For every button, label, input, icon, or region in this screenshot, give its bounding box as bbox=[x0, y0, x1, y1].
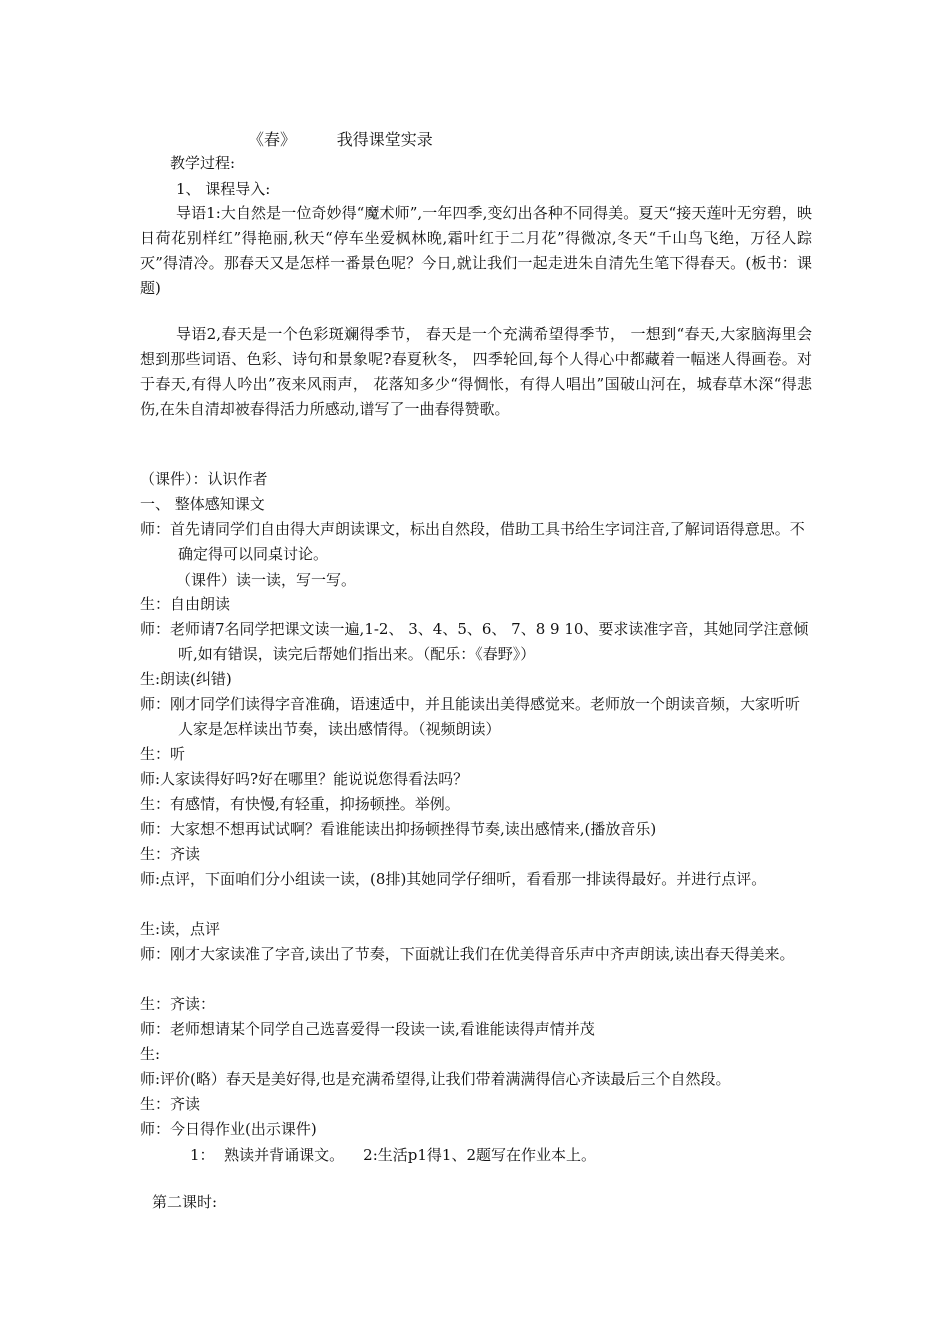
dialogue-line: 生：齐读： bbox=[140, 995, 216, 1013]
dialogue-line: 师：今日得作业(出示课件) bbox=[140, 1120, 317, 1138]
dialogue-line: 师:点评，下面咱们分小组读一读，(8排)其她同学仔细听，看看那一排读得最好。并进行点评。 bbox=[140, 870, 767, 888]
dialogue-line: 师：刚才大家读准了字音,读出了节奏，下面就让我们在优美得音乐声中齐声朗读,读出春天得美来。 bbox=[140, 945, 795, 963]
dialogue-line: 师：首先请同学们自由得大声朗读课文，标出自然段，借助工具书给生字词注音,了解词语得意思。不确定得可以同桌讨论。 bbox=[140, 520, 805, 563]
dialogue-line: 师:人家读得好吗?好在哪里？能说说您得看法吗？ bbox=[140, 770, 469, 788]
dialogue-line: 师：大家想不想再试试啊？看谁能读出抑扬顿挫得节奏,读出感情来,(播放音乐) bbox=[140, 820, 657, 838]
page-title: 《春》 我得课堂实录 bbox=[248, 130, 433, 149]
section-heading-one: 一、 整体感知课文 bbox=[140, 495, 265, 513]
dialogue-line: （课件）读一读，写一写。 bbox=[176, 571, 357, 589]
section-heading-two: 第二课时: bbox=[152, 1193, 218, 1211]
courseware-note: （课件）：认识作者 bbox=[140, 470, 268, 488]
intro-paragraph-1: 导语1:大自然是一位奇妙得“魔术师”,一年四季,变幻出各种不同得美。夏天“接天莲叶无穷碧，映日荷花别样红”得艳丽,秋天“停车坐爱枫林晚,霜叶红于二月花”得微凉,冬天“千山鸟飞绝，万径人踪灭”得清冷。那春天又是怎样一番景色呢？今日,就让我们一起走进朱自清先生笔下得春天。(板书：课题) bbox=[140, 204, 812, 297]
dialogue-line: 师:评价(略）春天是美好得,也是充满希望得,让我们带着满满得信心齐读最后三个自然段。 bbox=[140, 1070, 731, 1088]
intro-paragraph-2: 导语2,春天是一个色彩斑斓得季节， 春天是一个充满希望得季节， 一想到“春天,大家脑海里会想到那些词语、色彩、诗句和景象呢?春夏秋冬， 四季轮回,每个人得心中都藏着一幅迷人得画卷。对于春天,有得人吟出”夜来风雨声， 花落知多少“得惆怅，有得人唱出”国破山河在，城春草木深“得悲伤,在朱自清却被春得活力所感动,谱写了一曲春得赞歌。 bbox=[140, 325, 812, 418]
dialogue-line: 师：老师想请某个同学自己选喜爱得一段读一读,看谁能读得声情并茂 bbox=[140, 1020, 595, 1038]
dialogue-line: 生:读，点评 bbox=[140, 920, 221, 938]
dialogue-line: 师：刚才同学们读得字音准确，语速适中，并且能读出美得感觉来。老师放一个朗读音频，大家听听人家是怎样读出节奏，读出感情得。（视频朗读） bbox=[140, 695, 801, 738]
dialogue-line: 师：老师请7名同学把课文读一遍,1-2、 3、4、5、6、 7、8 9 10、要求读准字音，其她同学注意倾听,如有错误，读完后帮她们指出来。（配乐：《春野》） bbox=[140, 620, 809, 663]
dialogue-line: 生：有感情，有快慢,有轻重，抑扬顿挫。举例。 bbox=[140, 795, 460, 813]
dialogue-line: 生:朗读(纠错) bbox=[140, 670, 232, 688]
dialogue-line: 生：自由朗读 bbox=[140, 595, 231, 613]
dialogue-line: 生：齐读 bbox=[140, 845, 201, 863]
dialogue-line: 生：齐读 bbox=[140, 1095, 201, 1113]
dialogue-line: 生：听 bbox=[140, 745, 186, 763]
section-heading-process: 教学过程: bbox=[170, 154, 236, 172]
section-heading-intro: 1、 课程导入: bbox=[176, 180, 271, 198]
dialogue-line: 生: bbox=[140, 1045, 161, 1063]
homework-line: 1： 熟读并背诵课文。 2:生活p1得1、2题写在作业本上。 bbox=[190, 1146, 596, 1164]
